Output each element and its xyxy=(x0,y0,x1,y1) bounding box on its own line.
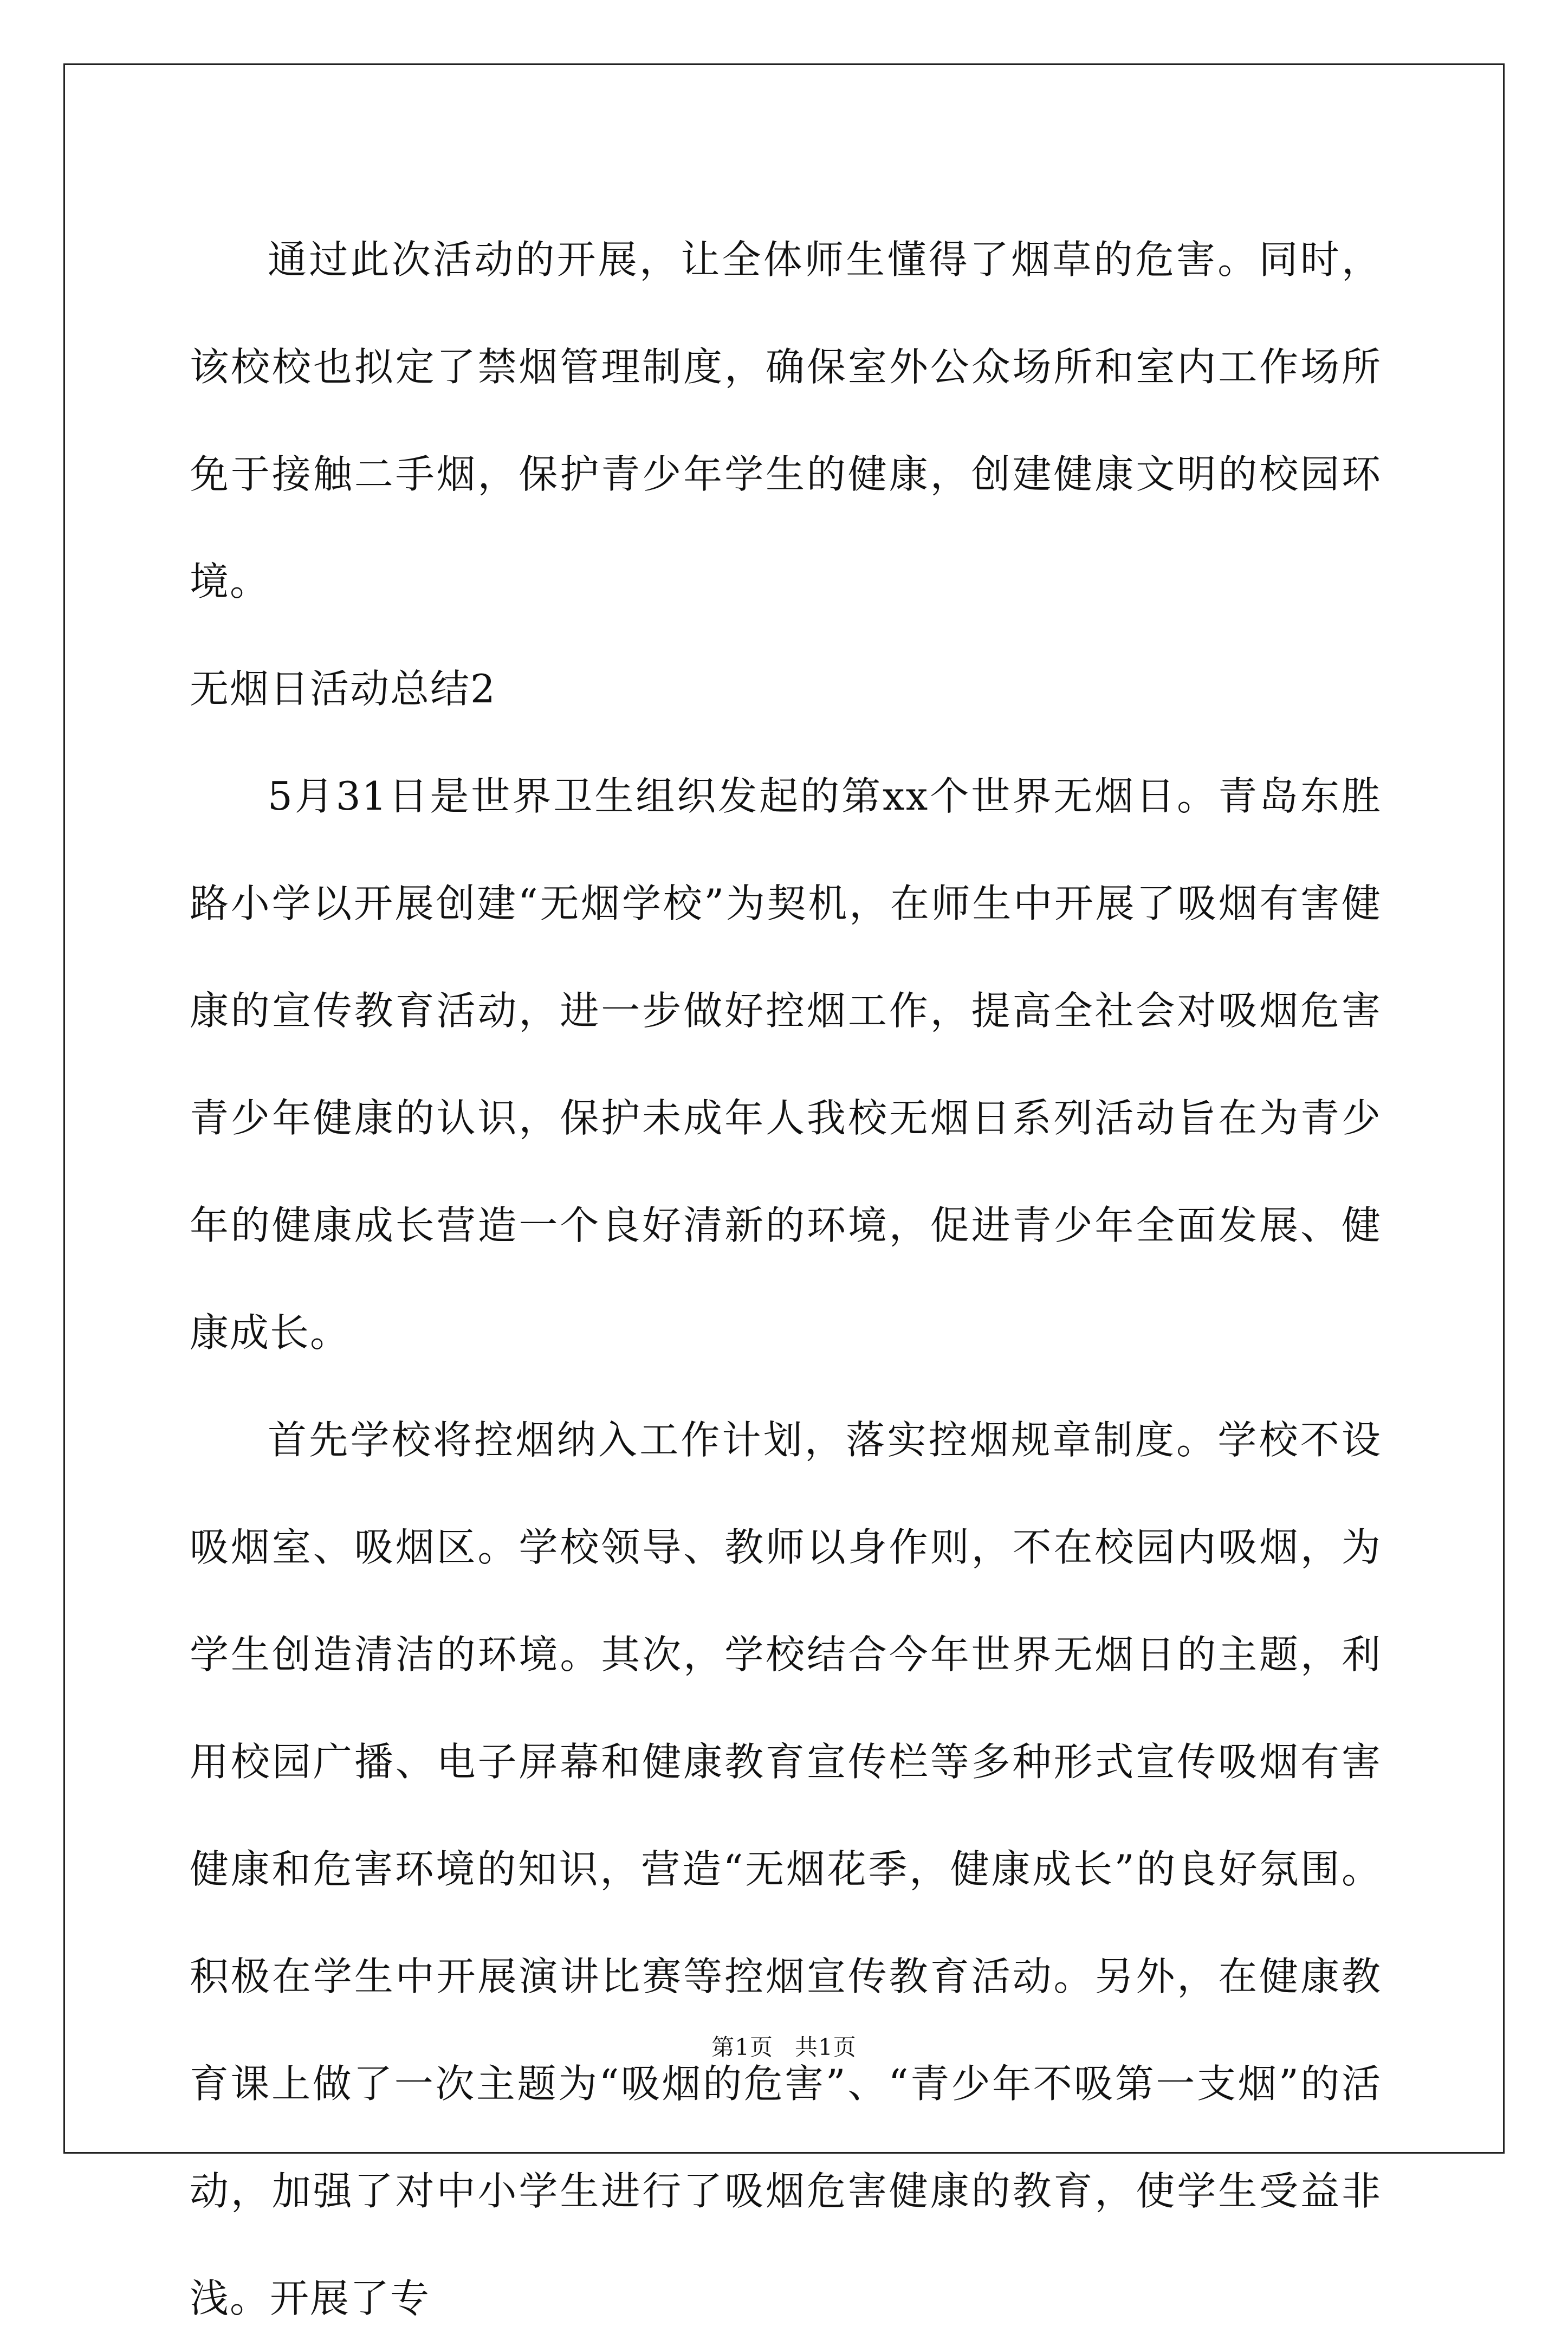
page-number: 第1页 xyxy=(711,2034,773,2060)
paragraph: 5月31日是世界卫生组织发起的第xx个世界无烟日。青岛东胜路小学以开展创建“无烟学校”为契机，在师生中开展了吸烟有害健康的宣传教育活动，进一步做好控烟工作，提高全社会对吸烟危害青少年健康的认识，保护未成年人我校无烟日系列活动旨在为青少年的健康成长营造一个良好清新的环境，促进青少年全面发展、健康成长。 xyxy=(190,773,1382,1355)
paragraph: 首先学校将控烟纳入工作计划，落实控烟规章制度。学校不设吸烟室、吸烟区。学校领导、教师以身作则，不在校园内吸烟，为学生创造清洁的环境。其次，学校结合今年世界无烟日的主题，利用校园广播、电子屏幕和健康教育宣传栏等多种形式宣传吸烟有害健康和危害环境的知识，营造“无烟花季，健康成长”的良好氛围。积极在学生中开展演讲比赛等控烟宣传教育活动。另外，在健康教育课上做了一次主题为“吸烟的危害”、“青少年不吸第一支烟”的活动，加强了对中小学生进行了吸烟危害健康的教育，使学生受益非浅。开展了专 xyxy=(190,1417,1382,2321)
page-footer xyxy=(0,2030,1568,2062)
paragraph: 通过此次活动的开展，让全体师生懂得了烟草的危害。同时，该校校也拟定了禁烟管理制度，确保室外公众场所和室内工作场所免于接触二手烟，保护青少年学生的健康，创建健康文明的校园环境。 xyxy=(190,237,1382,604)
page-total: 共1页 xyxy=(795,2034,857,2060)
section-heading: 无烟日活动总结2 xyxy=(190,666,496,712)
